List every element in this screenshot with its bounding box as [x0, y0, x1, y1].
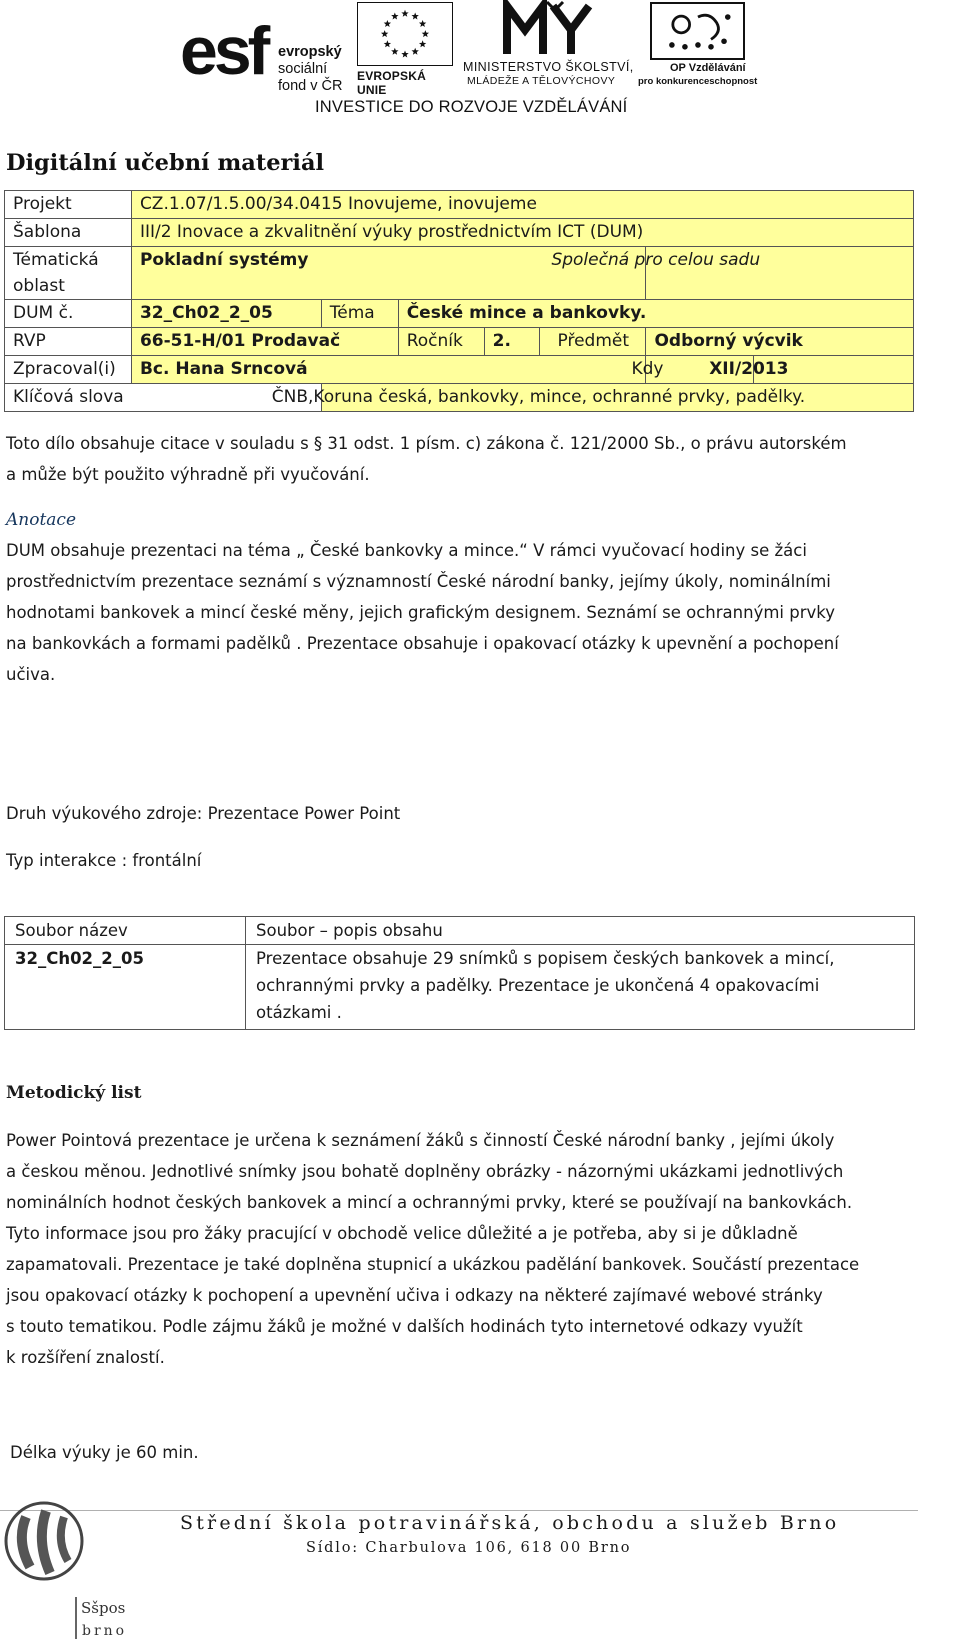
- tematicka-value: Pokladní systémy: [131, 247, 646, 300]
- op-mark-icon: [650, 2, 745, 60]
- citation-note: [6, 428, 847, 490]
- anotace-line: hodnotami bankovek a mincí české měny, jejich grafickým designem. Seznámí se ochrannými prvky: [6, 603, 835, 622]
- eu-star-icon: [422, 30, 429, 37]
- dum-label: DUM č.: [5, 300, 132, 328]
- file-name: 32_Ch02_2_05: [5, 945, 246, 1030]
- file-description: [246, 945, 915, 1030]
- msmt-text-2: MLÁDEŽE A TĚLOVÝCHOVY: [467, 75, 616, 87]
- zpracoval-value: Bc. Hana Srncová: [131, 356, 646, 384]
- eu-star-icon: [401, 50, 408, 57]
- anotace-heading: Anotace: [6, 510, 77, 530]
- tematicka-label-2: oblast: [13, 276, 65, 296]
- footer-divider: [0, 1510, 918, 1511]
- row-tematicka: [5, 247, 914, 300]
- school-logo-text-2: brno: [82, 1623, 128, 1639]
- eu-star-icon: [411, 13, 418, 20]
- eu-star-icon: [419, 40, 426, 47]
- sablona-label: Šablona: [5, 219, 132, 247]
- druh-zdroje: Druh výukového zdroje: Prezentace Power Point: [6, 804, 401, 823]
- esf-logo-mark: esf: [180, 13, 267, 89]
- citation-line-2: a může být použito výhradně při vyučování.: [6, 465, 370, 484]
- metodicky-line: nominálních hodnot českých bankovek a mincí a ochrannými prvky, které se používají na bankovkách.: [6, 1193, 853, 1212]
- eu-star-icon: [419, 20, 426, 27]
- rocnik-value: 2.: [484, 328, 539, 356]
- klicova-value: [271, 384, 913, 412]
- projekt-value: CZ.1.07/1.5.00/34.0415 Inovujeme, inovujeme: [131, 191, 913, 219]
- msmt-mark-icon: [503, 0, 593, 58]
- typ-interakce: Typ interakce : frontální: [6, 851, 202, 870]
- anotace-line: na bankovkách a formami padělků . Prezentace obsahuje i opakovací otázky k upevnění a pochopení: [6, 634, 839, 653]
- anotace-line: DUM obsahuje prezentaci na téma „ České bankovky a mince.“ V rámci vyučovací hodiny se žáci: [6, 541, 807, 560]
- tematicka-note-text: Společná pro celou sadu: [551, 250, 761, 270]
- page-title: Digitální učební materiál: [6, 150, 325, 176]
- row-klicova: [5, 384, 914, 412]
- esf-line-2: sociální: [278, 61, 328, 77]
- metodicky-heading: Metodický list: [6, 1083, 142, 1103]
- file-desc-line: otázkami .: [256, 1003, 342, 1022]
- eu-star-icon: [384, 20, 391, 27]
- footer-school-name: Střední škola potravinářská, obchodu a služeb Brno: [180, 1512, 840, 1534]
- eu-star-icon: [411, 48, 418, 55]
- predmet-label: Předmět: [539, 328, 646, 356]
- sablona-value: III/2 Inovace a zkvalitnění výuky prostřednictvím ICT (DUM): [131, 219, 913, 247]
- metodicky-line: jsou opakovací otázky k pochopení a upevnění učiva i odkazy na některé zajímavé webové stránky: [6, 1286, 823, 1305]
- eu-star-icon: [384, 40, 391, 47]
- kdy-value: [709, 356, 914, 384]
- file-table: [4, 916, 915, 1030]
- anotace-line: prostřednictvím prezentace seznámí s významností České národní banky, jejímy úkoly, nominálními: [6, 572, 831, 591]
- file-desc-line: Prezentace obsahuje 29 snímků s popisem českých bankovek a mincí,: [256, 949, 835, 968]
- tema-label: Téma: [321, 300, 398, 328]
- metodicky-line: k rozšíření znalostí.: [6, 1348, 165, 1367]
- rvp-value: 66-51-H/01 Prodavač: [131, 328, 398, 356]
- esf-line-1: evropský: [278, 44, 342, 60]
- msmt-logo: [463, 0, 638, 95]
- dum-value: 32_Ch02_2_05: [131, 300, 321, 328]
- tema-value: České mince a bankovky.: [398, 300, 913, 328]
- esf-logo: [180, 4, 355, 94]
- col-header-desc: Soubor – popis obsahu: [246, 917, 915, 945]
- row-rvp: [5, 328, 914, 356]
- zpracoval-label: Zpracoval(i): [5, 356, 132, 384]
- row-zpracoval: [5, 356, 914, 384]
- row-sablona: [5, 219, 914, 247]
- file-table-header: [5, 917, 915, 945]
- tematicka-note: [551, 247, 914, 300]
- tematicka-label: [5, 247, 132, 300]
- file-table-row: [5, 945, 915, 1030]
- eu-flag-icon: [357, 2, 453, 66]
- kdy-value-text: XII/2013: [709, 359, 789, 379]
- file-desc-line: ochrannými prvky a padělky. Prezentace je ukončená 4 opakovacími: [256, 976, 820, 995]
- citation-line-1: Toto dílo obsahuje citace v souladu s § 31 odst. 1 písm. c) zákona č. 121/2000 Sb., o právu autorském: [6, 434, 847, 453]
- eu-star-icon: [401, 10, 408, 17]
- msmt-text-1: MINISTERSTVO ŠKOLSTVÍ,: [463, 60, 634, 74]
- esf-logo-text: [278, 44, 342, 95]
- delka-vyuky: Délka výuky je 60 min.: [10, 1443, 199, 1462]
- projekt-label: Projekt: [5, 191, 132, 219]
- klicova-label: Klíčová slova: [5, 384, 322, 412]
- row-projekt: [5, 191, 914, 219]
- metodicky-line: Tyto informace jsou pro žáky pracující v obchodě velice důležité a je potřeba, aby si je důkladně: [6, 1224, 798, 1243]
- eu-star-icon: [391, 13, 398, 20]
- header-logos: [180, 0, 780, 125]
- anotace-text: [6, 535, 839, 690]
- row-dum: [5, 300, 914, 328]
- project-info-table: [4, 190, 914, 412]
- rvp-label: RVP: [5, 328, 132, 356]
- metodicky-line: zapamatovali. Prezentace je také doplněna stupnicí a ukázkou padělání bankovek. Součástí prezentace: [6, 1255, 860, 1274]
- eu-star-icon: [391, 48, 398, 55]
- op-logo: [638, 2, 775, 87]
- kdy-label-text: Kdy: [631, 359, 664, 379]
- school-logo-text-1: Sšpos: [81, 1599, 126, 1617]
- rocnik-label: Ročník: [398, 328, 484, 356]
- eu-logo: [357, 2, 455, 97]
- eu-star-icon: [381, 30, 388, 37]
- investice-slogan: INVESTICE DO ROZVOJE VZDĚLÁVÁNÍ: [315, 98, 628, 116]
- col-header-name: Soubor název: [5, 917, 246, 945]
- anotace-line: učiva.: [6, 665, 56, 684]
- metodicky-line: Power Pointová prezentace je určena k seznámení žáků s činností České národní banky , jejími úkoly: [6, 1131, 835, 1150]
- metodicky-text: [6, 1125, 859, 1373]
- klicova-value-text: ČNB,Koruna česká, bankovky, mince, ochranné prvky, padělky.: [271, 387, 806, 407]
- metodicky-line: a českou měnou. Jednotlivé snímky jsou bohatě doplněny obrázky - názornými ukázkami jednotlivých: [6, 1162, 844, 1181]
- school-logo-icon: [2, 1497, 128, 1639]
- eu-logo-text: EVROPSKÁ UNIE: [357, 69, 426, 97]
- predmet-value: Odborný výcvik: [646, 328, 914, 356]
- op-text-1: OP Vzdělávání: [670, 62, 746, 74]
- tematicka-label-1: Tématická: [13, 250, 99, 270]
- esf-line-3: fond v ČR: [278, 78, 343, 94]
- footer-address: Sídlo: Charbulova 106, 618 00 Brno: [306, 1540, 632, 1556]
- op-text-2: pro konkurenceschopnost: [638, 76, 758, 87]
- metodicky-line: s touto tematikou. Podle zájmu žáků je možné v dalších hodinách tyto internetové odkazy využít: [6, 1317, 803, 1336]
